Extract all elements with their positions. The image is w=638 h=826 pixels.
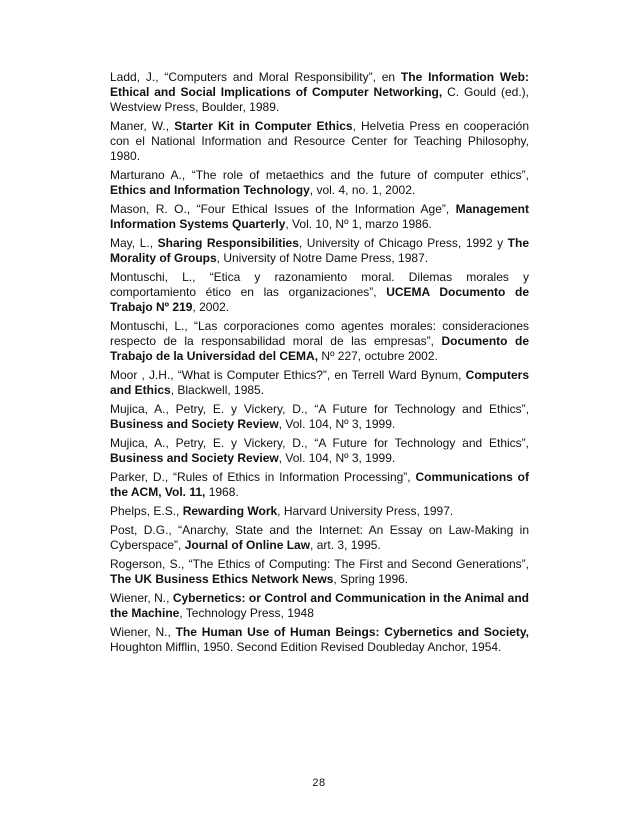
reference-text: , art. 3, 1995. bbox=[310, 538, 381, 552]
reference-entry bbox=[110, 319, 529, 364]
reference-entry bbox=[110, 270, 529, 315]
reference-entry bbox=[110, 523, 529, 553]
reference-source-title: The Morality of Groups bbox=[110, 236, 530, 265]
reference-text: , Spring 1996. bbox=[333, 572, 409, 586]
reference-source-title: Rewarding Work bbox=[182, 504, 278, 518]
reference-text: Maner, W., bbox=[110, 119, 175, 133]
reference-entry bbox=[110, 436, 529, 466]
reference-entry bbox=[110, 625, 529, 655]
reference-source-title: Communications of the ACM, Vol. 11, bbox=[110, 470, 529, 499]
reference-text: Mujica, A., Petry, E. y Vickery, D., “A Future for Technology and Ethics”, bbox=[110, 402, 529, 416]
reference-text: Montuschi, L., “Las corporaciones como agentes morales: consideraciones respecto de la responsabilidad moral de las empresas”, bbox=[110, 319, 529, 348]
reference-source-title: UCEMA Documento de Trabajo Nº 219 bbox=[110, 285, 529, 314]
reference-entry bbox=[110, 591, 529, 621]
reference-text: Moor , J.H., “What is Computer Ethics?”, en Terrell Ward Bynum, bbox=[110, 368, 466, 382]
reference-text: Phelps, E.S., bbox=[110, 504, 183, 518]
reference-entry bbox=[110, 168, 529, 198]
reference-source-title: Ethics and Information Technology bbox=[110, 183, 310, 197]
reference-source-title: The Human Use of Human Beings: Cybernetics and Society, bbox=[175, 625, 529, 639]
reference-entry bbox=[110, 402, 529, 432]
reference-text: , University of Notre Dame Press, 1987. bbox=[216, 251, 429, 265]
reference-source-title: Documento de Trabajo de la Universidad del CEMA, bbox=[110, 334, 530, 363]
reference-text: Wiener, N., bbox=[110, 625, 176, 639]
reference-source-title: Computers and Ethics bbox=[110, 368, 529, 397]
reference-text: Nº 227, octubre 2002. bbox=[318, 349, 438, 363]
reference-text: , Harvard University Press, 1997. bbox=[277, 504, 454, 518]
reference-source-title: Management Information Systems Quarterly bbox=[110, 202, 529, 231]
reference-text: Rogerson, S., “The Ethics of Computing: The First and Second Generations”, bbox=[110, 557, 529, 571]
reference-list bbox=[110, 70, 529, 659]
reference-source-title: Sharing Responsibilities bbox=[157, 236, 299, 250]
page-number: 28 bbox=[312, 777, 326, 789]
reference-text: , 2002. bbox=[192, 300, 230, 314]
reference-text: , Technology Press, 1948 bbox=[179, 606, 314, 620]
reference-text: Houghton Mifflin, 1950. Second Edition Revised Doubleday Anchor, 1954. bbox=[110, 640, 502, 654]
reference-source-title: The Information Web: Ethical and Social Implications of Computer Networking, bbox=[110, 70, 529, 99]
reference-text: , Blackwell, 1985. bbox=[170, 383, 265, 397]
reference-text: Ladd, J., “Computers and Moral Responsibility”, en bbox=[110, 70, 401, 84]
reference-text: , Helvetia Press en cooperación con el National Information and Resource Center for Teaching Philosophy, 1980. bbox=[110, 119, 530, 163]
reference-source-title: The UK Business Ethics Network News bbox=[110, 572, 334, 586]
reference-entry bbox=[110, 504, 529, 519]
reference-source-title: Business and Society Review bbox=[110, 451, 279, 465]
reference-text: , vol. 4, no. 1, 2002. bbox=[309, 183, 416, 197]
reference-source-title: Journal of Online Law bbox=[184, 538, 311, 552]
reference-text: Parker, D., “Rules of Ethics in Information Processing”, bbox=[110, 470, 416, 484]
reference-source-title: Starter Kit in Computer Ethics bbox=[174, 119, 353, 133]
reference-text: Montuschi, L., “Etica y razonamiento moral. Dilemas morales y comportamiento ético en las organizaciones”, bbox=[110, 270, 529, 299]
reference-text: 1968. bbox=[205, 485, 239, 499]
reference-text: , University of Chicago Press, 1992 y bbox=[298, 236, 508, 250]
reference-entry bbox=[110, 368, 529, 398]
reference-text: Post, D.G., “Anarchy, State and the Internet: An Essay on Law-Making in Cyberspace”, bbox=[110, 523, 529, 552]
reference-text: , Vol. 10, Nº 1, marzo 1986. bbox=[285, 217, 432, 231]
reference-text: Marturano A., “The role of metaethics and the future of computer ethics”, bbox=[110, 168, 529, 182]
reference-text: Wiener, N., bbox=[110, 591, 173, 605]
reference-source-title: Cybernetics: or Control and Communication in the Animal and the Machine bbox=[110, 591, 529, 620]
reference-entry bbox=[110, 70, 529, 115]
reference-entry bbox=[110, 557, 529, 587]
reference-text: C. Gould (ed.), Westview Press, Boulder, 1989. bbox=[110, 85, 530, 114]
reference-entry bbox=[110, 202, 529, 232]
reference-source-title: Business and Society Review bbox=[110, 417, 279, 431]
reference-text: , Vol. 104, Nº 3, 1999. bbox=[278, 417, 396, 431]
reference-entry bbox=[110, 119, 529, 164]
reference-entry bbox=[110, 236, 529, 266]
reference-text: May, L., bbox=[110, 236, 158, 250]
reference-text: , Vol. 104, Nº 3, 1999. bbox=[278, 451, 396, 465]
reference-text: Mujica, A., Petry, E. y Vickery, D., “A Future for Technology and Ethics”, bbox=[110, 436, 529, 450]
reference-entry bbox=[110, 470, 529, 500]
reference-text: Mason, R. O., “Four Ethical Issues of the Information Age”, bbox=[110, 202, 456, 216]
